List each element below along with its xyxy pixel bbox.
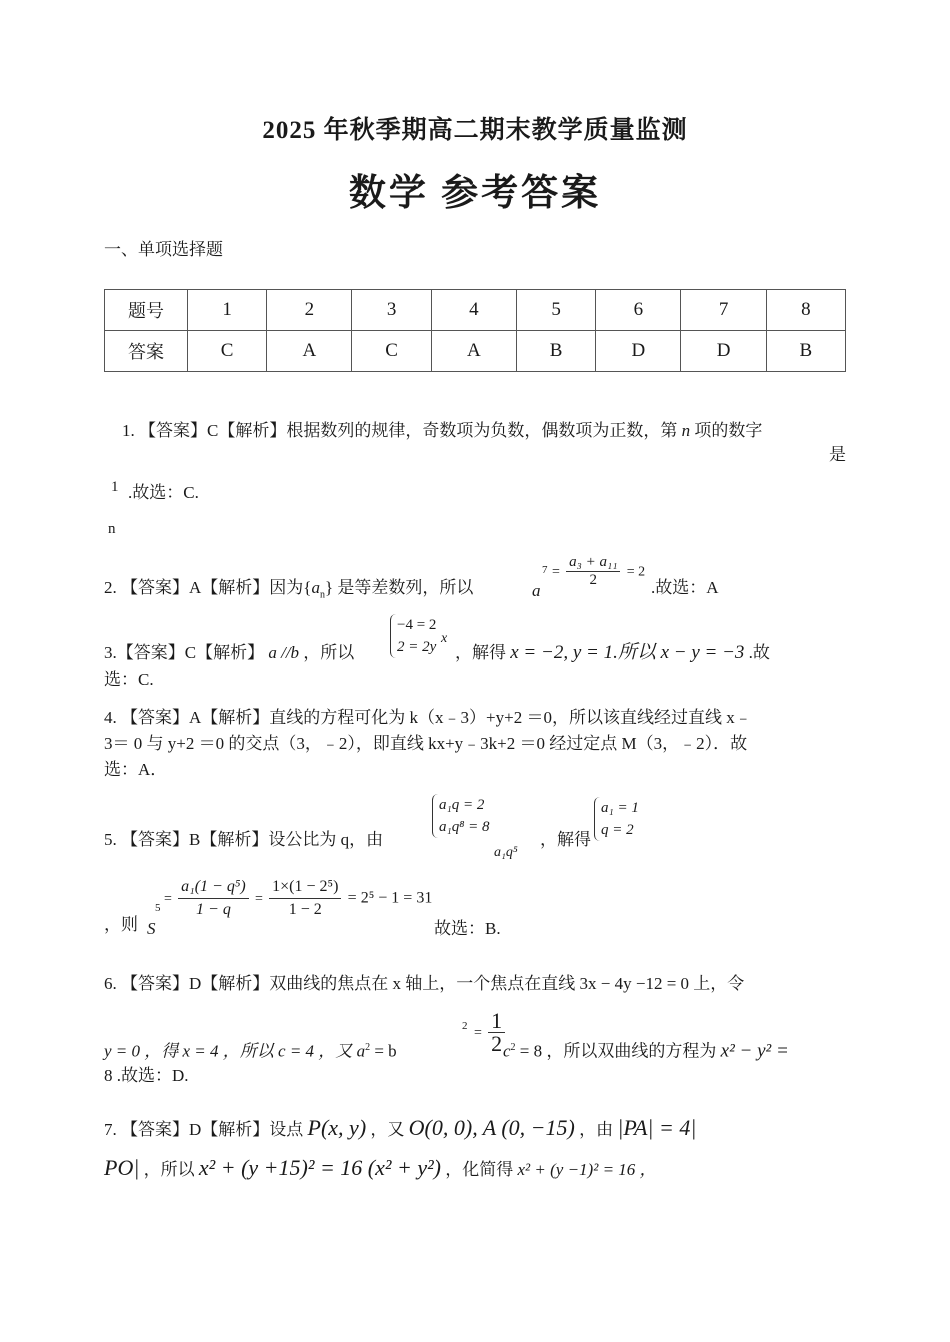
q2-line: 2. 【答案】A【解析】因为$\{a_n\}$ 是等差数列，所以 — [104, 578, 474, 601]
q1-line1-end: 是 — [829, 445, 846, 464]
q3-system: −4 = 2 2 = 2y — [390, 614, 436, 658]
q5-formula: = $\frac{\text{a₁(1 − q⁵)}}{1 - q}$ = $\frac{\text{1×(1 − 2⁵)}}{1 - 2}$ = 2⁵ − 1 = 31 — [164, 878, 433, 918]
q2-formula: = $\frac{\text{a₃ + a₁₁}}{2}$ = 2 — [552, 554, 646, 588]
table-cell: D — [681, 331, 766, 372]
q5-then: ，则 — [104, 915, 138, 934]
q1-line1: 1. 【答案】C【解析】根据数列的规律，奇数项为负数，偶数项为正数，第 n 项的数字 — [122, 421, 763, 440]
q4-line2: 3＝ 0 与 y+2 ＝0 的交点（3，﹣2），即直线 kx+y﹣3k+2 ＝0 经过定点 M（3，﹣2）．故 — [104, 734, 748, 753]
table-cell: D — [596, 331, 681, 372]
q5-result: a₁ = 1 q = 2 — [594, 797, 639, 841]
table-cell: 6 — [596, 290, 681, 331]
q6-line1: 6. 【答案】D【解析】双曲线的焦点在 x 轴上，一个焦点在直线 3x − 4y −12 = 0 上，令 — [104, 974, 745, 993]
q5-solve: ，解得 — [540, 830, 591, 849]
table-header-cell: 答案 — [105, 331, 188, 372]
q6-b-sup: 2 — [462, 1020, 468, 1032]
q1-frac-bottom: n — [108, 521, 116, 537]
q7-line2: PO| ，所以 x² + (y +15)² = 16 (x² + y²) ，化简得 x² + (y −1)² = 16 ， — [104, 1155, 657, 1180]
table-header-cell: 题号 — [105, 290, 188, 331]
q5-system: a₁q = 2 a₁q⁸ = 8 — [432, 794, 490, 838]
table-cell: 7 — [681, 290, 766, 331]
q2-a7-sub: 7 — [542, 564, 548, 576]
q3-line2: 选：C. — [104, 670, 154, 689]
q3-line1-b: ，解得 x = −2, y = 1.所以 x − y = −3 .故 — [455, 642, 770, 663]
q5-line1: 5. 【答案】B【解析】设公比为 q，由 — [104, 830, 384, 849]
table-cell: B — [766, 331, 845, 372]
q2-suffix: .故选：A — [651, 578, 719, 597]
q6-frac: = $\frac{1}{2}$ — [474, 1010, 507, 1055]
q5-suffix: 故选：B. — [434, 919, 501, 938]
q4-line1: 4. 【答案】A【解析】直线的方程可化为 k（x﹣3）+y+2 ＝0，所以该直线经过直线 x﹣ — [104, 708, 752, 727]
q3-sys-x: x — [441, 631, 448, 646]
table-row — [105, 290, 846, 331]
table-cell: C — [352, 331, 431, 372]
table-cell: B — [516, 331, 595, 372]
q3-line1: 3.【答案】C【解析】 a //b ，所以 — [104, 643, 355, 662]
q7-line1: 7. 【答案】D【解析】设点 P(x, y) ，又 O(0, 0), A (0, −15) ，由 |PA| = 4| — [104, 1115, 697, 1140]
q6-line2-tail: $c^2 = 8$ ，所以双曲线的方程为 x² − y² = — [503, 1040, 789, 1062]
table-cell: A — [431, 331, 516, 372]
table-row — [105, 331, 846, 372]
table-cell: 5 — [516, 290, 595, 331]
q5-s5-sub: 5 — [155, 902, 161, 914]
page-title: 2025 年秋季期高二期末教学质量监测 — [262, 117, 688, 144]
table-cell: 4 — [431, 290, 516, 331]
table-cell: 1 — [188, 290, 267, 331]
table-cell: A — [267, 331, 352, 372]
q5-s5: S — [147, 919, 156, 938]
q6-line3: 8 .故选：D. — [104, 1066, 189, 1085]
table-cell: 2 — [267, 290, 352, 331]
answer-table — [104, 289, 846, 372]
table-cell: 8 — [766, 290, 845, 331]
table-cell: C — [188, 331, 267, 372]
q1-line2: .故选：C. — [128, 483, 199, 502]
q5-below: a₁q⁵ — [494, 845, 518, 860]
q6-line2: y = 0 ，得 x = 4 ，所以 c = 4 ，又 $a^2 = b$ — [104, 1041, 397, 1061]
page-subtitle: 数学 参考答案 — [348, 173, 602, 214]
section-heading: 一、单项选择题 — [104, 240, 223, 259]
q2-a7: a — [532, 581, 541, 600]
table-cell: 3 — [352, 290, 431, 331]
q4-line3: 选：A． — [104, 760, 168, 779]
q1-frac-top: 1 — [111, 479, 119, 495]
